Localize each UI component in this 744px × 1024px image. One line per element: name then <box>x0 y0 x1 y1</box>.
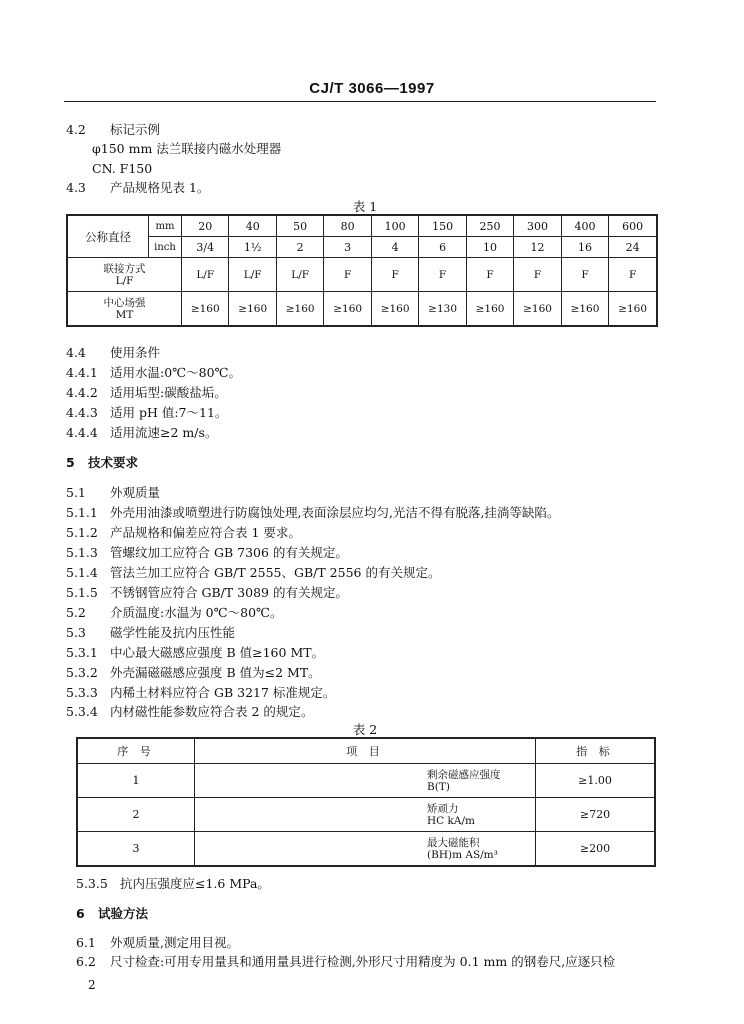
inch-cell: 2 <box>276 237 323 258</box>
mm-cell: 20 <box>182 215 229 237</box>
unit-inch: inch <box>149 237 182 258</box>
mm-cell: 50 <box>276 215 323 237</box>
standard-code: CJ/T 3066—1997 <box>309 80 435 97</box>
col-spec-header: 指 标 <box>536 738 656 764</box>
row-item-name: 剩余磁感应强度 <box>427 768 501 781</box>
section-5-1-2: 5.1.2 产品规格和偏差应符合表 1 要求。 <box>66 525 301 540</box>
field-cell: ≥130 <box>419 292 466 327</box>
row-item-unit: B(T) <box>427 780 450 793</box>
connection-sub: L/F <box>115 274 134 287</box>
field-cell: ≥160 <box>324 292 371 327</box>
section-5-1: 5.1 外观质量 <box>66 485 161 500</box>
section-5-1-1: 5.1.1 外壳用油漆或喷塑进行防腐蚀处理,表面涂层应均匀,光洁不得有脱落,挂淌等缺陷。 <box>66 505 560 520</box>
col-no-header: 序 号 <box>77 738 195 764</box>
inch-cell: 24 <box>609 237 657 258</box>
inch-cell: 6 <box>419 237 466 258</box>
field-cell: ≥160 <box>514 292 561 327</box>
connection-cell: L/F <box>182 258 229 292</box>
field-sub: MT <box>115 308 134 321</box>
section-5-1-3: 5.1.3 管螺纹加工应符合 GB 7306 的有关规定。 <box>66 545 348 560</box>
section-5-3-3: 5.3.3 内稀土材料应符合 GB 3217 标准规定。 <box>66 685 336 700</box>
table2-caption: 表 2 <box>352 722 378 737</box>
connection-cell: F <box>609 258 657 292</box>
field-cell: ≥160 <box>371 292 418 327</box>
table1-caption: 表 1 <box>352 199 378 214</box>
row-item-unit: (BH)m AS/m³ <box>427 848 498 861</box>
row-item-name: 最大磁能积 <box>427 836 480 849</box>
inch-cell: 3/4 <box>182 237 229 258</box>
spec-table-1 <box>66 214 658 327</box>
connection-cell: F <box>371 258 418 292</box>
section-5-3-1: 5.3.1 中心最大磁感应强度 B 值≥160 MT。 <box>66 645 325 660</box>
mm-cell: 150 <box>419 215 466 237</box>
unit-mm: mm <box>149 215 182 237</box>
connection-label-cell <box>67 258 182 292</box>
row-item-unit: HC kA/m <box>427 814 475 827</box>
mm-cell: 100 <box>371 215 418 237</box>
connection-cell: L/F <box>229 258 276 292</box>
row-spec: ≥720 <box>536 798 656 832</box>
section-4-4-3: 4.4.3 适用 pH 值:7～11。 <box>66 405 228 420</box>
mm-cell: 40 <box>229 215 276 237</box>
connection-label: 联接方式 <box>103 262 146 275</box>
section-4-4-1: 4.4.1 适用水温:0℃～80℃。 <box>66 365 242 380</box>
mm-cell: 80 <box>324 215 371 237</box>
inch-cell: 1½ <box>229 237 276 258</box>
page-number: 2 <box>88 978 96 992</box>
section-4-4-2: 4.4.2 适用垢型:碳酸盐垢。 <box>66 385 227 400</box>
mm-cell: 600 <box>609 215 657 237</box>
section-5-3-4: 5.3.4 内材磁性能参数应符合表 2 的规定。 <box>66 704 314 719</box>
field-cell: ≥160 <box>229 292 276 327</box>
connection-cell: F <box>561 258 608 292</box>
inch-cell: 3 <box>324 237 371 258</box>
connection-cell: F <box>324 258 371 292</box>
section-5-heading: 5 技术要求 <box>66 455 139 470</box>
section-6-2: 6.2 尺寸检查:可用专用量具和通用量具进行检测,外形尺寸用精度为 0.1 mm 的钢卷尺,应逐只检 <box>76 954 616 969</box>
section-5-3-5: 5.3.5 抗内压强度应≤1.6 MPa。 <box>76 876 270 891</box>
section-4-4: 4.4 使用条件 <box>66 345 161 360</box>
example-line-1: φ150 mm 法兰联接内磁水处理器 <box>92 141 282 156</box>
row-no: 1 <box>77 764 195 798</box>
section-4-2: 4.2 标记示例 <box>66 122 161 137</box>
field-label-cell <box>67 292 182 327</box>
header-rule <box>64 101 656 102</box>
spec-table-2 <box>76 737 656 867</box>
field-cell: ≥160 <box>182 292 229 327</box>
example-line-2: CN. F150 <box>92 161 153 176</box>
field-cell: ≥160 <box>561 292 608 327</box>
section-4-3: 4.3 产品规格见表 1。 <box>66 180 210 195</box>
section-6-1: 6.1 外观质量,测定用目视。 <box>76 935 239 950</box>
row-spec: ≥1.00 <box>536 764 656 798</box>
section-5-1-5: 5.1.5 不锈钢管应符合 GB/T 3089 的有关规定。 <box>66 585 348 600</box>
row-item-name: 矫顽力 <box>427 802 459 815</box>
mm-cell: 250 <box>466 215 513 237</box>
connection-cell: F <box>514 258 561 292</box>
connection-cell: F <box>466 258 513 292</box>
mm-cell: 400 <box>561 215 608 237</box>
field-label: 中心场强 <box>103 296 146 309</box>
nominal-diameter-label: 公称直径 <box>67 215 149 258</box>
row-no: 3 <box>77 832 195 867</box>
section-5-2: 5.2 介质温度:水温为 0℃～80℃。 <box>66 605 283 620</box>
mm-cell: 300 <box>514 215 561 237</box>
inch-cell: 10 <box>466 237 513 258</box>
row-no: 2 <box>77 798 195 832</box>
row-item <box>195 798 536 832</box>
row-item <box>195 764 536 798</box>
section-4-4-4: 4.4.4 适用流速≥2 m/s。 <box>66 425 218 440</box>
connection-cell: F <box>419 258 466 292</box>
section-6-heading: 6 试验方法 <box>76 906 149 921</box>
section-5-3: 5.3 磁学性能及抗内压性能 <box>66 625 236 640</box>
field-cell: ≥160 <box>466 292 513 327</box>
section-5-1-4: 5.1.4 管法兰加工应符合 GB/T 2555、GB/T 2556 的有关规定。 <box>66 565 441 580</box>
col-item-header: 项 目 <box>195 738 536 764</box>
field-cell: ≥160 <box>609 292 657 327</box>
inch-cell: 16 <box>561 237 608 258</box>
row-item <box>195 832 536 867</box>
inch-cell: 12 <box>514 237 561 258</box>
connection-cell: L/F <box>276 258 323 292</box>
inch-cell: 4 <box>371 237 418 258</box>
section-5-3-2: 5.3.2 外壳漏磁磁感应强度 B 值为≤2 MT。 <box>66 665 321 680</box>
field-cell: ≥160 <box>276 292 323 327</box>
row-spec: ≥200 <box>536 832 656 867</box>
